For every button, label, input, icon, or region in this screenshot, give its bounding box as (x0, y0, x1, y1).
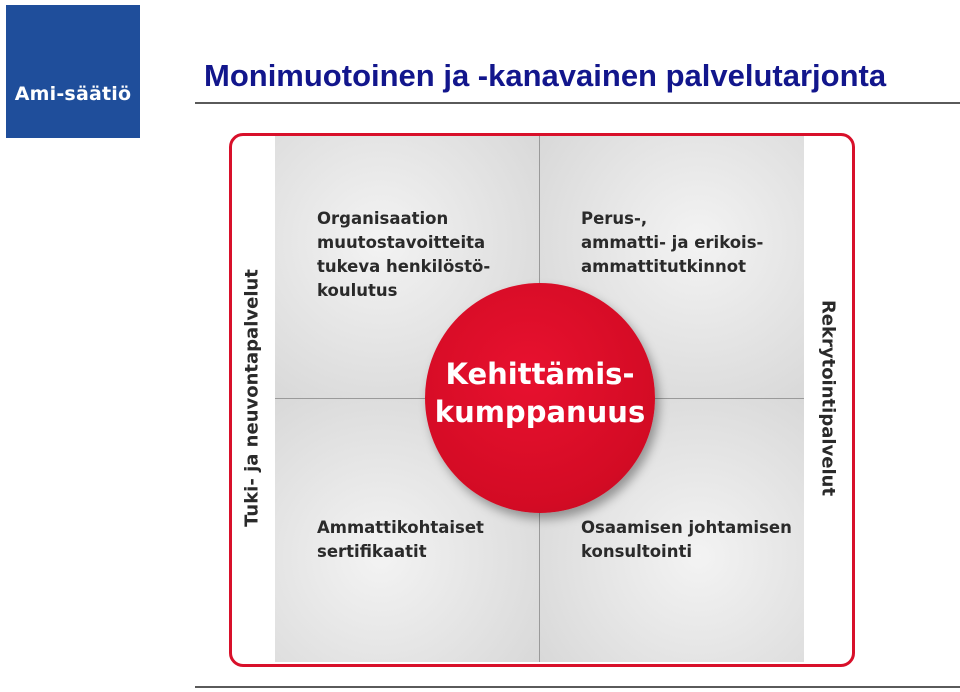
quadrant-text-certificates: Ammattikohtaiset sertifikaatit (317, 518, 484, 561)
page-title: Monimuotoinen ja -kanavainen palvelutarjonta (204, 58, 887, 93)
center-circle (425, 283, 655, 513)
bottom-divider (195, 686, 960, 688)
quadrant-text-consulting: Osaamisen johtamisen konsultointi (581, 518, 792, 561)
logo-text: Ami-säätiö (14, 83, 132, 105)
quadrant-text-qualifications: Perus-, ammatti- ja erikois- ammattitutkinnot (581, 209, 764, 276)
title-divider (195, 102, 960, 104)
right-side-label: Rekrytointipalvelut (817, 299, 839, 497)
ami-saatio-logo (6, 5, 140, 138)
left-side-label: Tuki- ja neuvontapalvelut (241, 269, 263, 527)
center-label: Kehittämis- kumppanuus (434, 357, 646, 429)
quadrant-text-training: Organisaation muutostavoitteita tukeva henkilöstö- koulutus (317, 209, 491, 300)
